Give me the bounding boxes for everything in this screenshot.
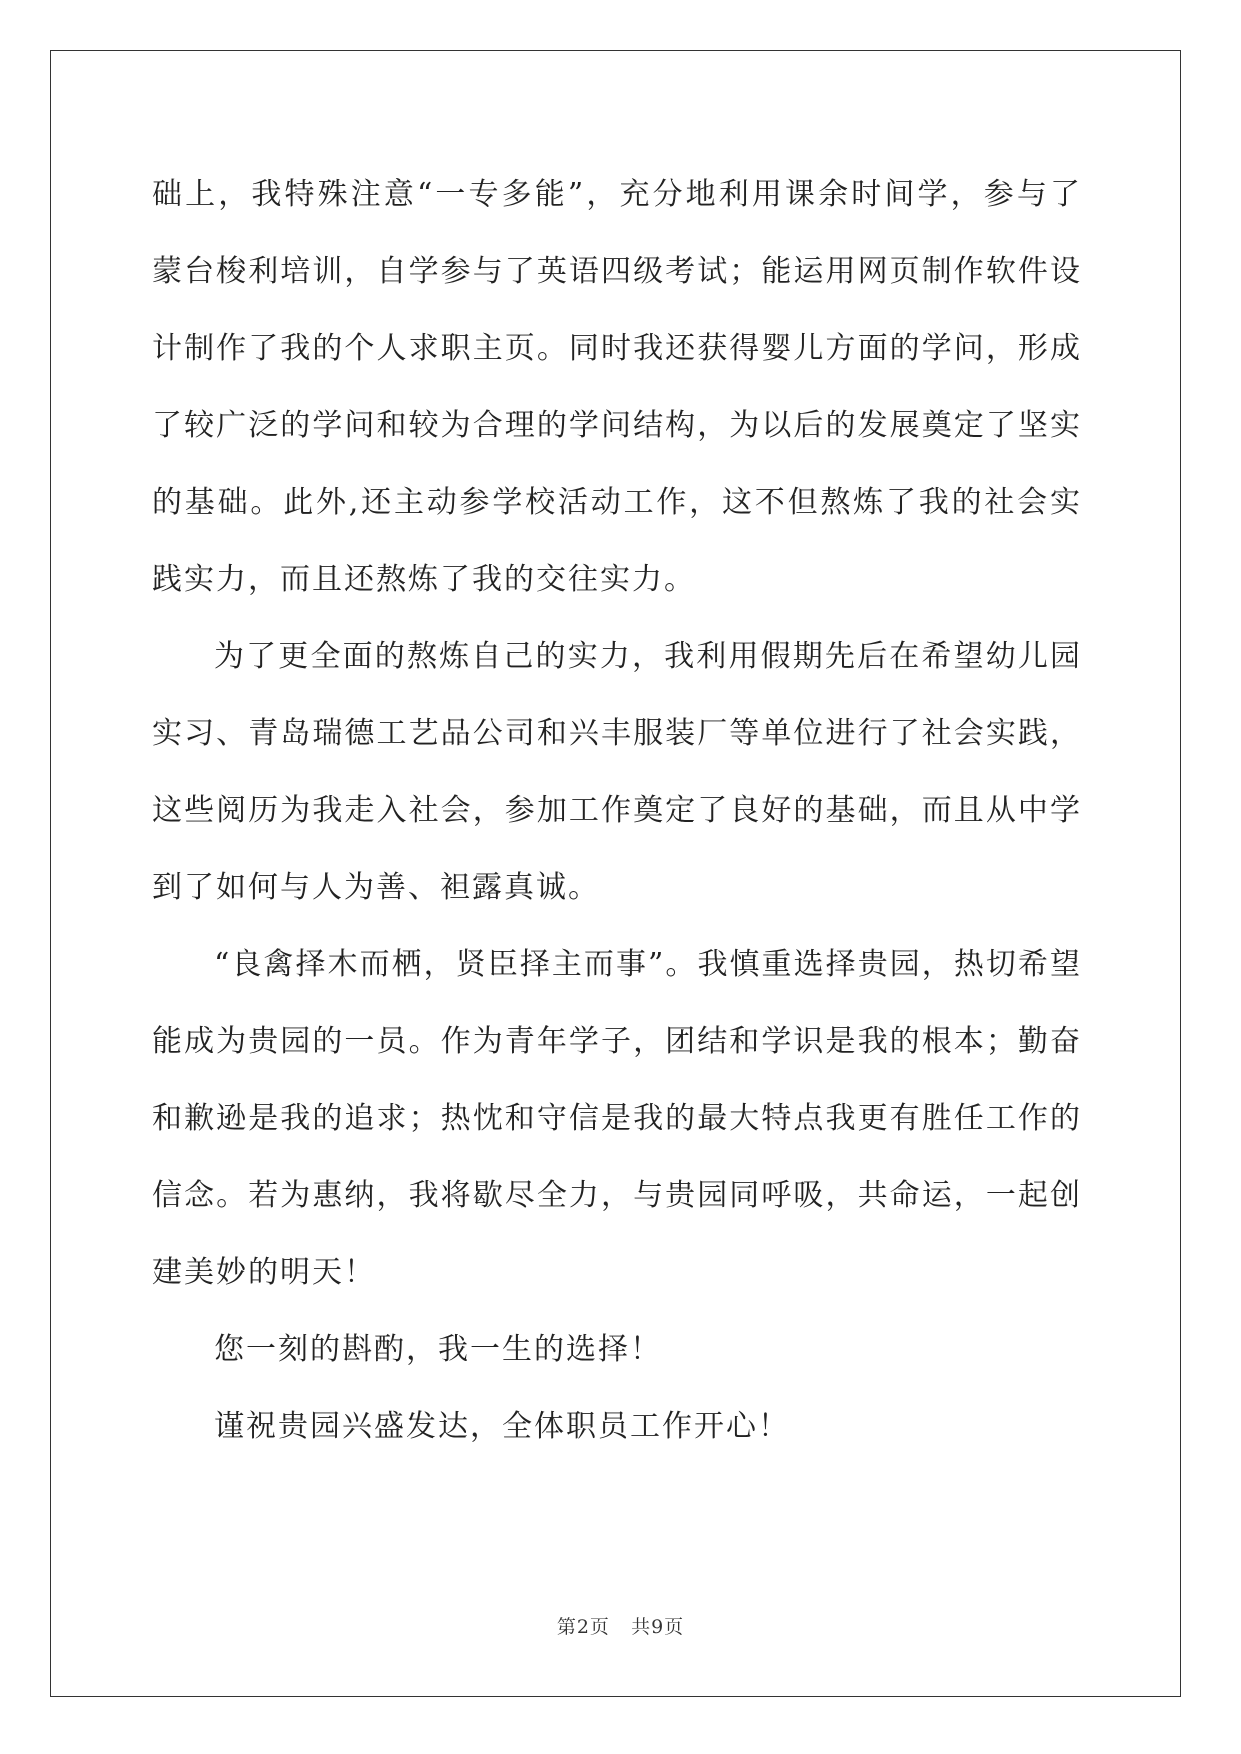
paragraph-internship: 为了更全面的熬炼自己的实力，我利用假期先后在希望幼儿园实习、青岛瑞德工艺品公司和兴丰服装厂等单位进行了社会实践，这些阅历为我走入社会，参加工作奠定了良好的基础，而且从中学到了如何与人为善、袒露真诚。 [152,639,1082,905]
page-footer [0,1612,1241,1639]
page-number: 第2页 [556,1616,610,1638]
paragraph-closing-line: 您一刻的斟酌，我一生的选择！ [214,1332,662,1367]
page-total: 共9页 [631,1616,685,1638]
paragraph-continuation: 础上，我特殊注意“一专多能”，充分地利用课余时间学，参与了蒙台梭利培训，自学参与了英语四级考试；能运用网页制作软件设计制作了我的个人求职主页。同时我还获得婴儿方面的学问，形成了较广泛的学问和较为合理的学问结构，为以后的发展奠定了坚实的基础。此外,还主动参学校活动工作，这不但熬炼了我的社会实践实力，而且还熬炼了我的交往实力。 [152,177,1082,597]
paragraph-wishes: 谨祝贵园兴盛发达，全体职员工作开心！ [214,1409,790,1444]
paragraph-application: “良禽择木而栖，贤臣择主而事”。我慎重选择贵园，热切希望能成为贵园的一员。作为青年学子，团结和学识是我的根本；勤奋和歉逊是我的追求；热忱和守信是我的最大特点我更有胜任工作的信念。若为惠纳，我将歇尽全力，与贵园同呼吸，共命运，一起创建美妙的明天！ [152,947,1082,1290]
document-body [152,156,1082,1465]
